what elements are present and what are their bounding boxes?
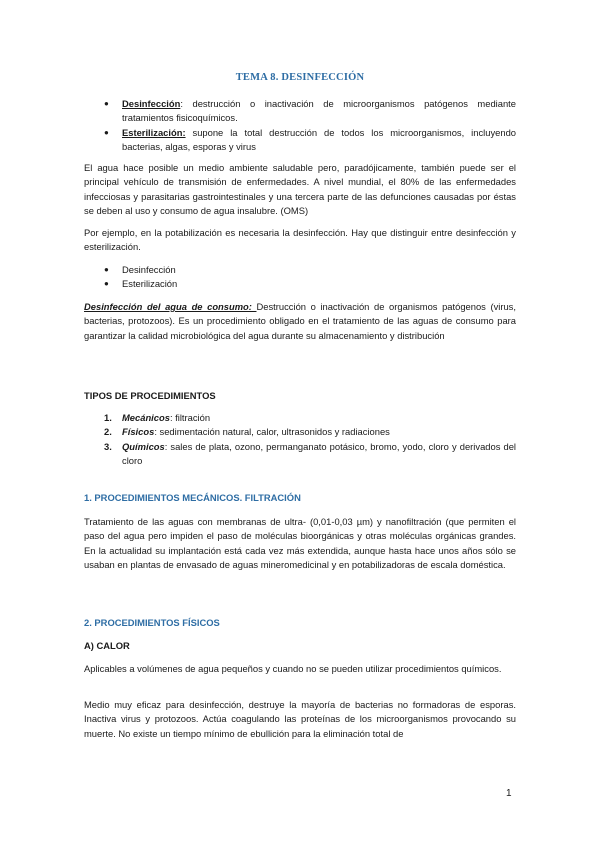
definition-term: Esterilización: bbox=[122, 126, 186, 138]
heading-tipos: TIPOS DE PROCEDIMIENTOS bbox=[84, 390, 216, 401]
list-item: ● Desinfección: destrucción o inactivación de microorganismos patógenos mediante tratamientos fisicoquímicos. bbox=[104, 98, 516, 124]
tipo-term: Mecánicos bbox=[122, 412, 170, 423]
list-item: ● Desinfección bbox=[84, 263, 516, 277]
definition-text: supone la total destrucción de todos los microorganismos, incluyendo bacterias, algas, esporas y virus bbox=[122, 126, 516, 152]
paragraph-calor-1: Aplicables a volúmenes de agua pequeños y cuando no se pueden utilizar procedimientos químicos. bbox=[84, 663, 502, 674]
bullet-icon: ● bbox=[104, 265, 109, 274]
heading-sec1: 1. PROCEDIMIENTOS MECÁNICOS. FILTRACIÓN bbox=[84, 492, 301, 503]
heading-calor: A) CALOR bbox=[84, 640, 130, 651]
definitions-list bbox=[84, 97, 516, 154]
tipo-term: Físicos bbox=[122, 426, 155, 438]
definition-text: destrucción o inactivación de microorganismos patógenos mediante tratamientos fisicoquímicos. bbox=[122, 98, 516, 124]
heading-sec2: 2. PROCEDIMIENTOS FÍSICOS bbox=[84, 617, 220, 628]
list-item: ● Esterilización bbox=[84, 277, 516, 291]
paragraph-term: Desinfección del agua de consumo: bbox=[84, 301, 257, 312]
definition-term: Desinfección bbox=[122, 98, 181, 109]
tipo-term: Químicos bbox=[122, 440, 165, 452]
tipos-list bbox=[84, 411, 516, 468]
page-number: 1 bbox=[506, 788, 512, 799]
simple-list bbox=[84, 263, 516, 292]
bullet-icon: ● bbox=[104, 279, 109, 289]
paragraph-consumo: Desinfección del agua de consumo: Destrucción o inactivación de organismos patógenos (virus, bacterias, protozoos). Es un procedimiento obligado en el tratamiento de las aguas de consumo para garantizar la calidad microbiológica del agua durante su almacenamiento y distribución bbox=[84, 301, 516, 341]
paragraph-intro: El agua hace posible un medio ambiente saludable pero, paradójicamente, también puede ser el principal vehículo de transmisión de enfermedades. A nivel mundial, el 80% de las enfermedades infecciosas y parasitarias gastrointestinales y una tercera parte de las defunciones causadas por éstas se deben al uso y consumo de agua insalubre. (OMS) bbox=[84, 162, 516, 216]
list-item bbox=[84, 126, 516, 155]
paragraph-filtracion: Tratamiento de las aguas con membranas de ultra- (0,01-0,03 µm) y nanofiltración (que permiten el paso del agua pero impiden el paso de moléculas bioorgánicas y otras moléculas orgánicas grandes. En la actualidad su implantación está cada vez más extendida, aunque hasta hace unos años sólo se usaban en plantas de envasado de aguas mineromedicinal y en potabilizadoras de escala doméstica. bbox=[84, 516, 516, 570]
page-title: TEMA 8. DESINFECCIÓN bbox=[235, 72, 365, 83]
list-item: 3. Químicos: sales de plata, ozono, permanganato potásico, bromo, yodo, cloro y derivados del cloro bbox=[104, 440, 516, 466]
paragraph-calor-2: Medio muy eficaz para desinfección, destruye la mayoría de bacterias no formadoras de esporas. Inactiva virus y protozoos. Actúa coagulando las proteínas de los microorganismos provocando su muerte. No existe un tiempo mínimo de ebullición para la eliminación total de bbox=[84, 699, 516, 739]
bullet-icon: ● bbox=[104, 99, 109, 108]
list-item: 1. Mecánicos: filtración bbox=[104, 412, 211, 423]
bullet-icon: ● bbox=[104, 127, 109, 137]
list-item: 2. Físicos: sedimentación natural, calor, ultrasonidos y radiaciones bbox=[104, 426, 390, 438]
paragraph-example: Por ejemplo, en la potabilización es necesaria la desinfección. Hay que distinguir entre desinfección y esterilización. bbox=[84, 227, 516, 253]
